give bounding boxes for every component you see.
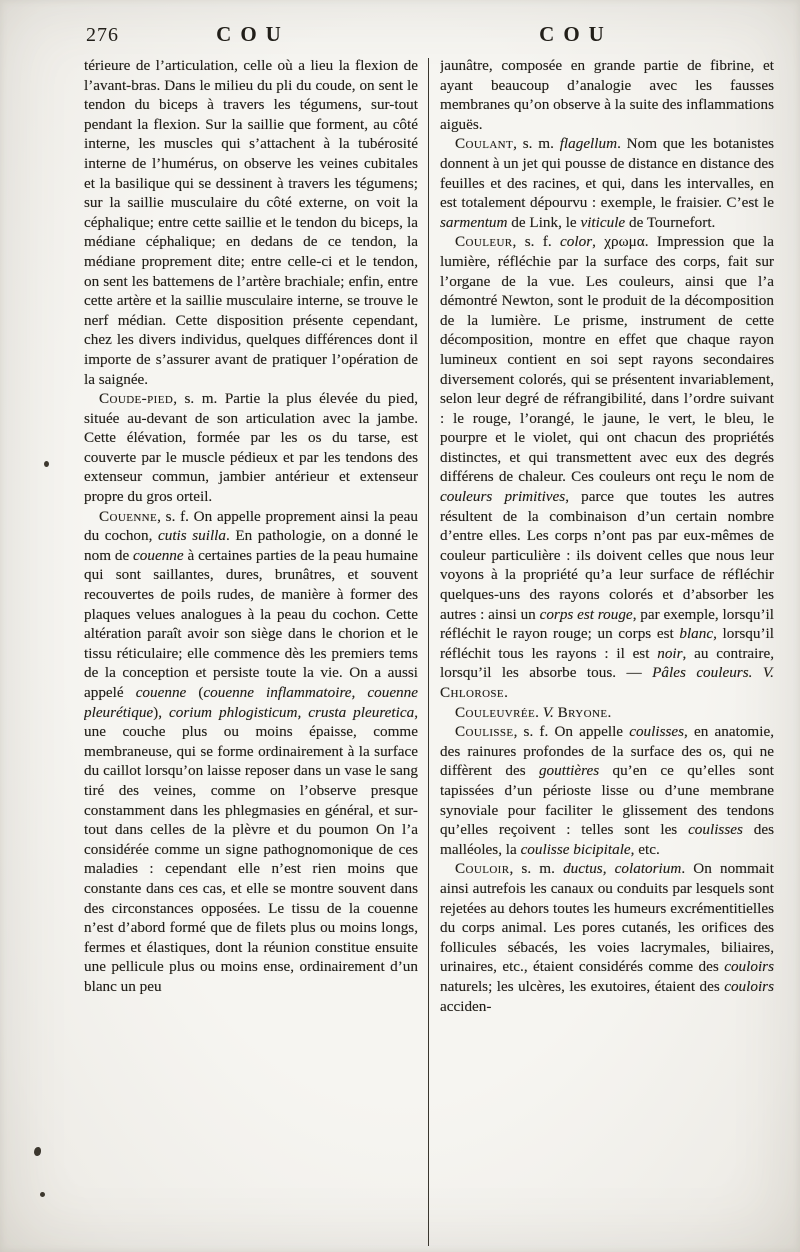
- entry-headword: Couleuvrée: [455, 703, 536, 721]
- paragraph: [440, 232, 774, 702]
- text-segment: . Nom que les botanistes donnent à un jet qui pousse de distance en distance des feuilles et des racines, et qui, dans les intervalles, en est totalement dépourvu : exemple, le fraisier. C’est le: [440, 135, 774, 212]
- text-segment: noir: [657, 644, 683, 662]
- text-segment: ),: [153, 703, 169, 721]
- entry-headword: Bryone: [557, 703, 608, 721]
- text-segment: , s. m.: [513, 135, 560, 153]
- text-segment: .: [504, 684, 508, 701]
- paragraph: [440, 134, 774, 232]
- text-segment: , s. f. On appelle proprement ainsi la peau du cochon,: [84, 507, 418, 545]
- column-right: [440, 56, 774, 1246]
- text-segment: corium phlogisticum, crusta pleuretica: [169, 703, 415, 721]
- text-segment: V.: [542, 703, 554, 721]
- entry-headword: Coude-pied: [99, 390, 174, 408]
- text-segment: couenne: [133, 546, 184, 564]
- text-segment: (: [186, 684, 204, 701]
- paragraph: [84, 389, 418, 507]
- entry-headword: Couenne: [99, 507, 158, 525]
- paragraph: [84, 507, 418, 997]
- paragraph: [84, 56, 418, 389]
- text-segment: de Tournefort.: [625, 213, 716, 231]
- text-segment: gouttières: [538, 762, 600, 780]
- text-segment: qu’en ce qu’elles sont tapissées d’un périoste lisse ou d’une membrane synoviale pour faciliter le glissement des tendons qu’elles reçoivent : telles sont les: [440, 762, 774, 839]
- paragraph: [440, 722, 774, 859]
- running-head-right: COU: [539, 22, 613, 46]
- ink-speck: [34, 1147, 41, 1156]
- text-segment: coulisse bicipitale: [520, 840, 631, 858]
- text-segment: viticule: [580, 213, 626, 231]
- page-number: 276: [86, 24, 119, 46]
- text-segment: naturels; les ulcères, les exutoires, étaient des: [440, 977, 725, 995]
- entry-headword: Coulant: [455, 135, 514, 153]
- text-segment: .: [607, 703, 612, 721]
- text-segment: couloirs: [724, 977, 774, 995]
- ink-speck: [44, 461, 49, 467]
- text-segment: , en anatomie, des rainures profondes de la surface des os, qui ne diffèrent des: [440, 723, 774, 780]
- text-segment: flagellum: [559, 135, 618, 153]
- text-segment: , au contraire, lorsqu’il les absorbe tous. —: [440, 644, 774, 682]
- text-segment: , s. f.: [512, 233, 561, 251]
- paragraph: [440, 56, 774, 134]
- entry-headword: Couloir: [455, 860, 510, 878]
- column-divider: [428, 58, 429, 1246]
- text-segment: coulisses: [629, 723, 685, 741]
- text-segment: sarmentum: [440, 213, 508, 231]
- text-segment: , etc.: [630, 840, 660, 858]
- text-segment: , lorsqu’il réfléchit tous les rayons : il est: [440, 625, 774, 662]
- entry-headword: Couleur: [455, 233, 513, 251]
- text-segment: . En pathologie, on a donné le nom de: [84, 527, 418, 564]
- text-segment: jaunâtre, composée en grande partie de fibrine, et ayant beaucoup d’analogie avec les fausses membranes qu’on observe à la suite des inflammations aiguës.: [440, 57, 774, 133]
- entry-headword: Chlorose: [440, 684, 505, 701]
- entry-headword: Coulisse: [455, 723, 514, 741]
- text-segment: . On nommait ainsi autrefois les canaux ou conduits par lesquels sont rejetées au dehors toutes les humeurs excrémentitielles du corps animal. Les pores cutanés, les orifices des follicules sébacés, les voies lacrymales, biliaires, urinaires, etc., étaient considérés comme des: [440, 860, 774, 976]
- text-segment: des malléoles, la: [440, 821, 774, 858]
- ink-speck: [40, 1192, 45, 1197]
- text-segment: , χρωμα. Impression que la lumière, réfléchie par la surface des corps, fait sur l’organe de la vue. Les couleurs, ainsi que l’a démontré Newton, sont le produit de la décomposition de la lumière. Le prisme, instrument de cette décomposition, montre en effet que chaque rayon lumineux contient en soi sept rayons secondaires diversement colorés, qui se présentent invariablement, selon leur degré de réfrangibilité, dans l’ordre suivant : le rouge, l’orangé, le jaune, le vert, le bleu, le pourpre et le violet, qui ont chacun des propriétés distinctes, et qui transmettent avec eux des degrés différens de chaleur. Ces couleurs ont reçu le nom de: [440, 233, 774, 486]
- text-segment: color: [560, 233, 593, 251]
- text-segment: , par exemple, lorsqu’il réfléchit le rayon rouge; un corps est: [440, 605, 774, 643]
- text-segment: térieure de l’articulation, celle où a lieu la flexion de l’avant-bras. Dans le milieu du pli du coude, on sent le tendon du biceps à travers les tégumens, sur-tout pendant la flexion. Sur la saillie que forment, au côté interne, les muscles qui s’attachent à la tubérosité interne de l’humérus, on observe les veines cubitales et la basilique qui se dessinent à travers les tégumens; sur la saillie musculaire du côté externe, on voit la céphalique; entre cette saillie et le tendon du biceps, la médiane céphalique; en dedans de ce tendon, la médiane proprement dite; entre celle-ci et le tendon, on sent les battemens de l’artère brachiale; enfin, entre cette artère et la saillie musculaire interne, se trouve le nerf médian. Cette disposition présente cependant, chez les divers individus, quelques différences dont il importe de s’assurer avant de pratiquer l’opération de la saignée.: [84, 57, 418, 388]
- text-segment: couloirs: [724, 958, 774, 976]
- text-segment: , s. m. Partie la plus élevée du pied, située au-devant de son articulation avec la jambe. Cette élévation, formée par les os du tarse, est couverte par le muscle pédieux et par les tendons des extenseur commun, jambier antérieur et extenseur propre du gros orteil.: [84, 390, 418, 506]
- text-segment: à certaines parties de la peau humaine qui sont saillantes, dures, brunâtres, et souvent recouvertes de poils rudes, de manière à former des plaques velues analogues à la peau du cochon. Cette altération paraît avoir son siège dans le chorion et le tissu réticulaire; elle commence dès les premiers tems de la conception et persiste toute la vie. On a aussi appelé: [84, 546, 418, 701]
- column-left: [84, 56, 418, 1246]
- text-segment: ductus, colatorium: [563, 860, 682, 878]
- running-head-left: COU: [216, 22, 290, 46]
- paragraph: [440, 703, 774, 723]
- text-segment: , une couche plus ou moins épaisse, comme membraneuse, qui se forme ordinairement à la surface du caillot lorsqu’on laisse reposer dans un vase le sang tiré des veines, comme on l’observe presque constamment dans les phlegmasies en général, et sur-tout dans celles de la plèvre et du poumon On l’a considérée comme un signe pathognomonique de ces maladies : cependant elle n’est rien moins que constante dans ces cas, et elle se montre souvent dans des circonstances opposées. Le tissu de la couenne n’est d’abord formé que de filets plus ou moins longs, fermes et élastiques, dont la réunion constitue ensuite une pellicule plus ou moins ense, ordinairement d’un blanc un peu: [84, 703, 418, 995]
- text-segment: couenne: [135, 684, 187, 701]
- text-segment: coulisses: [688, 821, 743, 839]
- paragraph: [440, 859, 774, 1016]
- text-segment: , parce que toutes les autres résultent de la combinaison d’un certain nombre d’entre elles. Les corps n’ont pas par eux-mêmes de couleur particulière : ils doivent celles que nous leur voyons à la propriété qu’a leur surface de réfléchir quelques-uns des rayons colorés et d’absorber les autres : ainsi un: [440, 488, 774, 623]
- text-columns: [84, 56, 774, 1246]
- text-segment: cutis suilla: [157, 527, 226, 545]
- text-segment: acciden-: [440, 997, 492, 1015]
- page-header: [0, 0, 800, 56]
- text-segment: corps est rouge: [539, 605, 633, 623]
- text-segment: couenne inflammatoire, couenne pleurétique: [84, 684, 418, 721]
- text-segment: .: [535, 703, 543, 721]
- text-segment: , s. m.: [509, 860, 564, 878]
- text-segment: blanc: [679, 625, 714, 643]
- text-segment: de Link, le: [507, 213, 581, 231]
- text-segment: Pâles couleurs. V.: [652, 664, 774, 682]
- text-segment: , s. f. On appelle: [513, 723, 630, 741]
- text-segment: couleurs primitives: [440, 488, 566, 506]
